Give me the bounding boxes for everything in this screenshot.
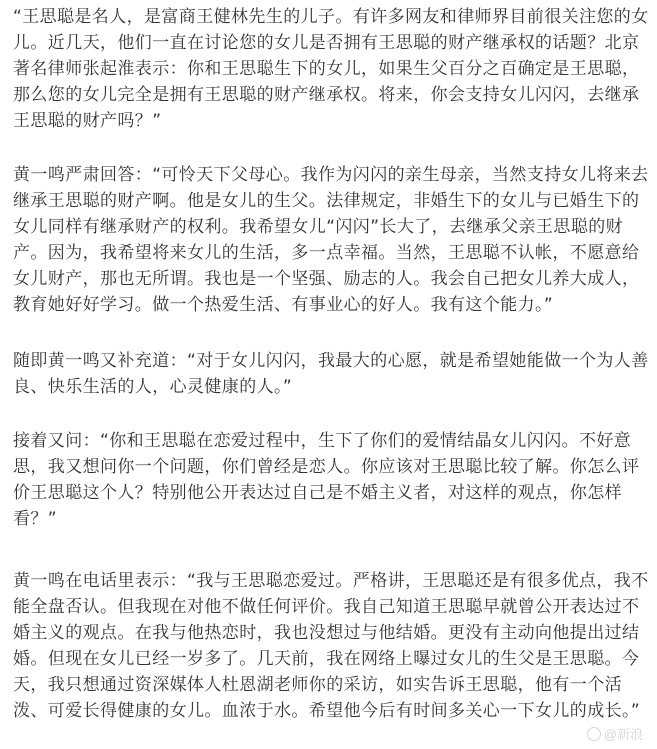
paragraph-answer-inheritance: 黄一鸣严肃回答：“可怜天下父母心。我作为闪闪的亲生母亲，当然支持女儿将来去继承王思聪的财产啊。他是女儿的生父。法律规定，非婚生下的女儿与已婚生下的女儿同样有继承财产的权利。我希望女儿“闪闪”长大了，去继承父亲王思聪的财产。因为，我希望将来女儿的生活，多一点幸福。当然，王思聪不认帐，不愿意给女儿财产，那也无所谓。我也是一个坚强、励志的人。我会自己把女儿养大成人，教育她好好学习。做一个热爱生活、有事业心的好人。我有这个能力。” [13,165,649,315]
paragraph-question-inheritance: “王思聪是名人，是富商王健林先生的儿子。有许多网友和律师界目前很关注您的女儿。近几天，他们一直在讨论您的女儿是否拥有王思聪的财产继承权的话题？北京著名律师张起淮表示：你和王思聪生下的女儿，如果生父百分之百确定是王思聪，那么您的女儿完全是拥有王思聪的财产继承权。将来，你会支持女儿闪闪，去继承王思聪的财产吗？” [13,7,649,131]
paragraph-question-evaluation: 接着又问：“你和王思聪在恋爱过程中，生下了你们的爱情结晶女儿闪闪。不好意思，我又想问你一个问题，你们曾经是恋人。你应该对王思聪比较了解。你怎么评价王思聪这个人？特别他公开表达过自己是不婚主义者，对这样的观点，你怎样看？” [13,431,640,529]
watermark [587,724,643,743]
watermark-text: @新浪 [603,727,643,742]
paragraph-supplement-wish: 随即黄一鸣又补充道：“对于女儿闪闪，我最大的心愿，就是希望她能做一个为人善良、快乐生活的人，心灵健康的人。” [13,351,649,397]
paragraph-answer-evaluation: 黄一鸣在电话里表示：“我与王思聪恋爱过。严格讲，王思聪还是有很多优点，我不能全盘否认。但我现在对他不做任何评价。我自己知道王思聪早就曾公开表达过不婚主义的观点。在我与他热恋时，我也没想过与他结婚。更没有主动向他提出过结婚。但现在女儿已经一岁多了。几天前，我在网络上曝过女儿的生父是王思聪。今天，我只想通过资深媒体人杜恩湖老师你的采访，如实告诉王思聪，他有一个活泼、可爱长得健康的女儿。血浓于水。希望他今后有时间多关心一下女儿的成长。” [13,571,649,721]
watermark-logo-icon [587,727,601,741]
